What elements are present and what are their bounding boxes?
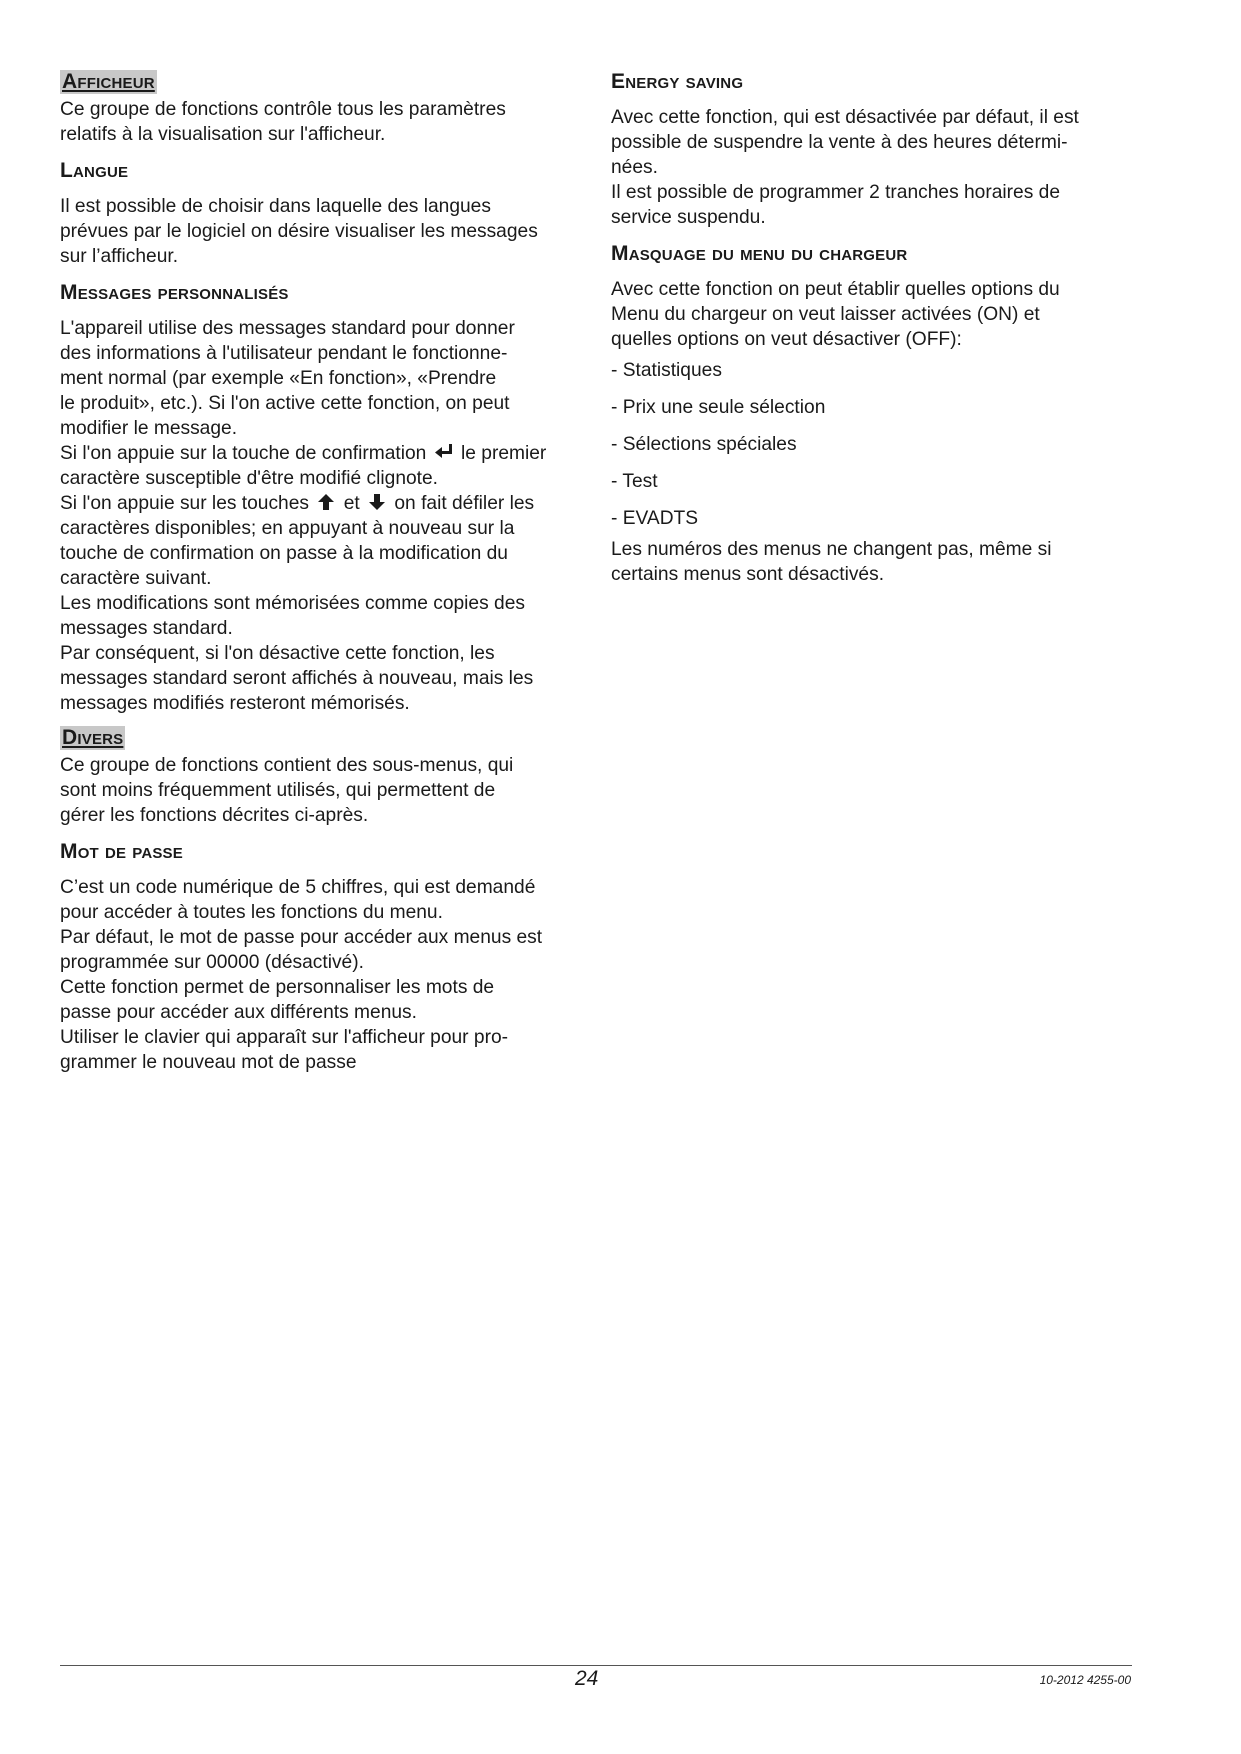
- page-number: 24: [575, 1667, 599, 1690]
- confirm-line-end: le premier: [461, 443, 547, 464]
- arrow-line-and: et: [343, 493, 360, 514]
- afficheur-text: Ce groupe de fonctions contrôle tous les paramètres relatifs à la visualisation sur l'afficheur.: [60, 99, 506, 145]
- list-item: - Prix une seule sélection: [611, 397, 826, 418]
- heading-messages-personnalises: Messages personnalisés: [60, 281, 289, 304]
- arrow-up-icon: [316, 493, 336, 511]
- masquage-text: Avec cette fonction on peut établir quelles options du Menu du chargeur on veut laisser activées (ON) et quelles options on veut désactiver (OFF):: [611, 279, 1060, 350]
- langue-text: Il est possible de choisir dans laquelle des langues prévues par le logiciel on désire visualiser les messages sur l’afficheur.: [60, 196, 538, 267]
- arrow-down-icon: [367, 493, 387, 511]
- right-column: [611, 60, 1131, 587]
- list-item: - EVADTS: [611, 508, 699, 529]
- heading-mot-de-passe: Mot de passe: [60, 840, 183, 863]
- messages-text-intro: L'appareil utilise des messages standard pour donner des informations à l'utilisateur pendant le fonctionne- ment normal (par exemple «En fonction», «Prendre le produit», etc.). Si l'on active cette fonction, on peut modifier le message.: [60, 318, 515, 439]
- list-item: - Test: [611, 471, 658, 492]
- arrow-line-start: Si l'on appuie sur les touches: [60, 493, 309, 514]
- mot-de-passe-text: C’est un code numérique de 5 chiffres, qui est demandé pour accéder à toutes les fonctions du menu. Par défaut, le mot de passe pour accéder aux menus est programmée sur 00000 (désactivé). Cette fonction permet de personnaliser les mots de passe pour accéder aux différents menus. Utiliser le clavier qui apparaît sur l'afficheur pour pro- grammer le nouveau mot de passe: [60, 877, 543, 1073]
- divers-text: Ce groupe de fonctions contient des sous-menus, qui sont moins fréquemment utilisés, qui permettent de gérer les fonctions décrites ci-après.: [60, 755, 514, 826]
- enter-key-icon: [434, 443, 454, 461]
- masquage-footer-text: Les numéros des menus ne changent pas, même si certains menus sont désactivés.: [611, 539, 1052, 585]
- document-reference: 10-2012 4255-00: [1039, 1673, 1131, 1687]
- heading-masquage: Masquage du menu du chargeur: [611, 242, 908, 265]
- arrow-line-end: on fait défiler les: [394, 493, 535, 514]
- list-item: - Statistiques: [611, 360, 722, 381]
- heading-langue: Langue: [60, 159, 129, 182]
- confirm-key-line: [60, 441, 585, 466]
- confirm-line-start: Si l'on appuie sur la touche de confirmation: [60, 443, 427, 464]
- heading-energy-saving: Energy saving: [611, 70, 744, 93]
- confirm-line-continuation: caractère susceptible d'être modifié clignote.: [60, 468, 439, 489]
- list-item: - Sélections spéciales: [611, 434, 797, 455]
- heading-divers: Divers: [62, 726, 124, 749]
- messages-text-rest: caractères disponibles; en appuyant à nouveau sur la touche de confirmation on passe à la modification du caractère suivant. Les modifications sont mémorisées comme copies des messages standard. Par conséquent, si l'on désactive cette fonction, les messages standard seront affichés à nouveau, mais les messages modifiés resteront mémorisés.: [60, 518, 534, 714]
- energy-saving-text: Avec cette fonction, qui est désactivée par défaut, il est possible de suspendre la vente à des heures détermi- nées. Il est possible de programmer 2 tranches horaires de service suspendu.: [611, 107, 1079, 228]
- arrow-keys-line: [60, 491, 585, 516]
- heading-afficheur: Afficheur: [62, 70, 155, 93]
- masquage-list: [611, 358, 1131, 531]
- left-column: [60, 60, 585, 1075]
